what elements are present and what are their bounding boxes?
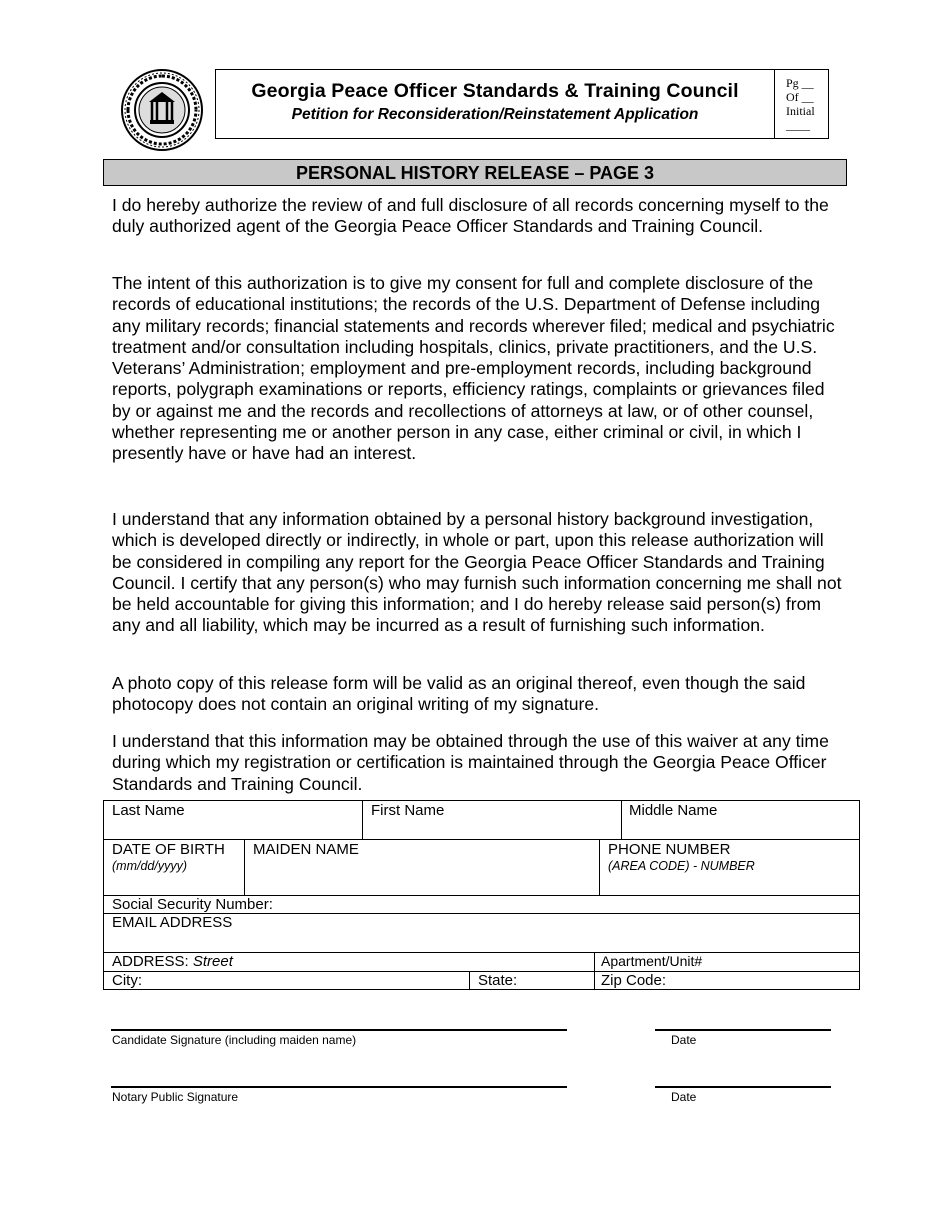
date-of-birth-field[interactable]: DATE OF BIRTH (mm/dd/yyyy)	[112, 841, 225, 873]
city-field[interactable]: City:	[112, 972, 142, 989]
initial-blank: ____	[786, 118, 810, 132]
page-number-label: Pg __	[786, 76, 814, 90]
header-subtitle: Petition for Reconsideration/Reinstatement Application	[291, 106, 699, 123]
zip-code-field[interactable]: Zip Code:	[601, 972, 667, 989]
last-name-field[interactable]: Last Name	[112, 802, 185, 819]
header-box	[215, 69, 829, 139]
state-field[interactable]: State:	[478, 972, 518, 989]
candidate-date-label: Date	[671, 1033, 697, 1047]
page-initial-box	[774, 70, 828, 138]
understanding-paragraph: I understand that any information obtained by a personal history background investigation, which is developed directly or indirectly, in whole or part, upon this release authorization will be considered in compiling any report for the Georgia Peace Officer Standards and Training Council. I certify that any person(s) who may furnish such information concerning me shall not be held accountable for giving this information; and I do hereby release said person(s) from any and all liability, which may be incurred as a result of furnishing such information.	[112, 509, 842, 636]
street-address-field[interactable]: ADDRESS: Street	[112, 953, 233, 970]
candidate-signature-label: Candidate Signature (including maiden name)	[112, 1033, 357, 1047]
first-name-field[interactable]: First Name	[371, 802, 445, 819]
notary-date-line[interactable]	[655, 1086, 831, 1088]
notary-signature-label: Notary Public Signature	[112, 1090, 239, 1104]
notary-date-label: Date	[671, 1090, 697, 1104]
waiver-paragraph: I understand that this information may be obtained through the use of this waiver at any time during which my registration or certification is maintained through the Georgia Peace Officer Standards and Training Council.	[112, 731, 829, 794]
header-main	[216, 70, 774, 138]
photocopy-paragraph: A photo copy of this release form will be valid as an original thereof, even though the said photocopy does not contain an original writing of my signature.	[112, 673, 806, 715]
georgia-post-seal-logo	[120, 68, 204, 152]
apartment-field[interactable]: Apartment/Unit#	[601, 953, 703, 969]
phone-number-field[interactable]: PHONE NUMBER (AREA CODE) - NUMBER	[608, 841, 755, 873]
maiden-name-field[interactable]: MAIDEN NAME	[253, 841, 359, 858]
initial-label: Initial	[786, 104, 815, 118]
candidate-signature-line[interactable]	[111, 1029, 567, 1031]
notary-signature-line[interactable]	[111, 1086, 567, 1088]
personal-info-form	[103, 800, 860, 990]
middle-name-field[interactable]: Middle Name	[629, 802, 718, 819]
section-title: PERSONAL HISTORY RELEASE – PAGE 3	[103, 159, 847, 186]
candidate-date-line[interactable]	[655, 1029, 831, 1031]
header-title: Georgia Peace Officer Standards & Training Council	[251, 80, 739, 102]
page-of-label: Of __	[786, 90, 814, 104]
authorization-paragraph: I do hereby authorize the review of and full disclosure of all records concerning myself to the duly authorized agent of the Georgia Peace Officer Standards and Training Council.	[112, 195, 829, 237]
ssn-field[interactable]: Social Security Number:	[112, 896, 273, 913]
intent-paragraph: The intent of this authorization is to give my consent for full and complete disclosure of the records of educational institutions; the records of the U.S. Department of Defense including any military records; financial statements and records wherever filed; medical and psychiatric treatment and/or consultation including hospitals, clinics, private practitioners, and the U.S. Veterans’ Administration; employment and pre-employment records, including background reports, polygraph examinations or reports, efficiency ratings, complaints or grievances filed by or against me and the records and recollections of attorneys at law, or of other counsel, whether representing me or another person in any case, either criminal or civil, in which I presently have or have had an interest.	[112, 273, 835, 464]
email-address-field[interactable]: EMAIL ADDRESS	[112, 914, 233, 931]
